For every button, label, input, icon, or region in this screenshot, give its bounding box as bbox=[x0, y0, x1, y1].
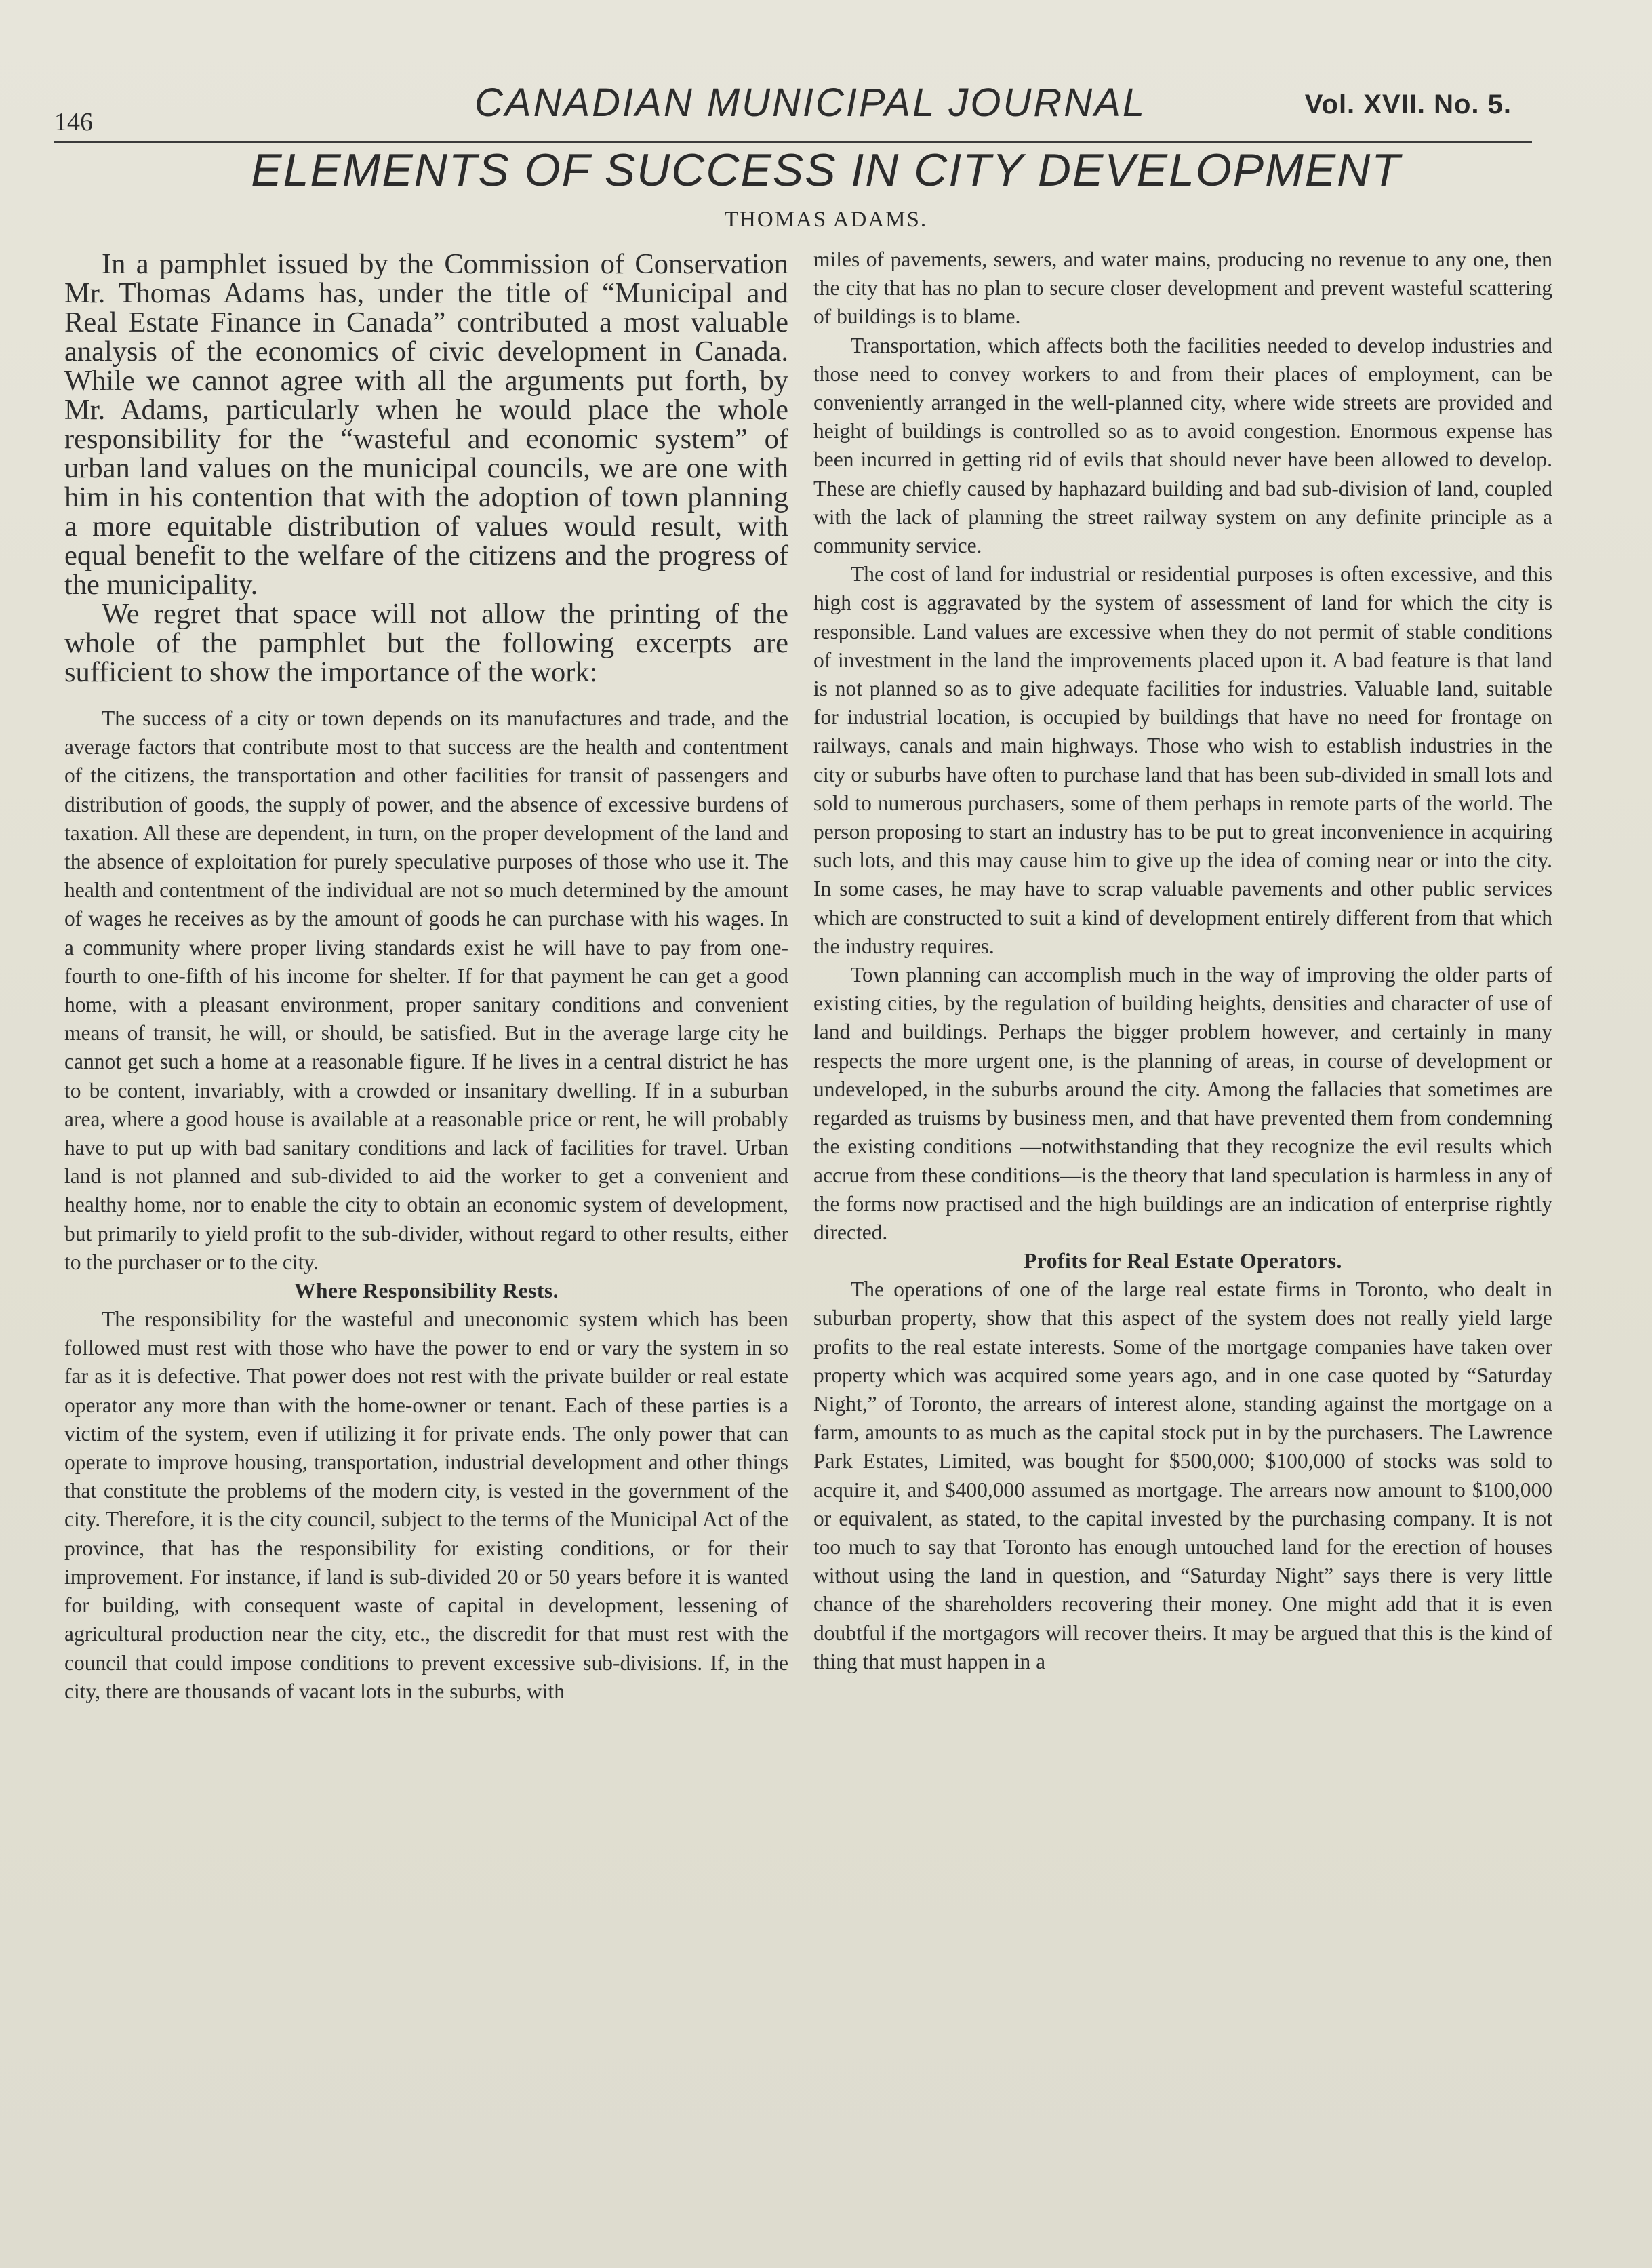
body-paragraph-continued: miles of pavements, sewers, and water mains, producing no revenue to any one, then the city that has no plan to secure closer development and prevent wasteful scattering of buildings is to blame. bbox=[813, 247, 1552, 329]
excerpt-body bbox=[64, 704, 788, 1706]
intro-paragraph: In a pamphlet issued by the Commission of Conservation Mr. Thomas Adams has, under the title of “Municipal and Real Estate Finance in Canada” contributed a most valuable analysis of the economics of civic development in Canada. While we cannot agree with all the arguments put forth, by Mr. Adams, particularly when he would place the whole responsibility for the “wasteful and economic system” of urban land values on the municipal councils, we are one with him in his contention that with the adoption of town planning a more equitable distribution of values would result, with equal benefit to the welfare of the citizens and the progress of the municipality. bbox=[64, 248, 788, 601]
journal-title: CANADIAN MUNICIPAL JOURNAL bbox=[475, 81, 1147, 125]
article-title: ELEMENTS OF SUCCESS IN CITY DEVELOPMENT bbox=[251, 144, 1401, 196]
excerpt-body-continued bbox=[813, 245, 1552, 1676]
body-paragraph: The cost of land for industrial or residential purposes is often excessive, and this high cost is aggravated by the system of assessment of land for which the city is responsible. Land values are excessive when they do not permit of stable conditions of investment in the land the improvements placed upon it. A bad feature is that land is not planned so as to give adequate facilities for industries. Valuable land, suitable for industrial location, is occupied by buildings that have no need for frontage on railways, canals and main highways. Those who wish to establish industries in the city or suburbs have often to purchase land that has been sub-divided in small lots and sold to numerous purchasers, some of them perhaps in remote parts of the world. The person proposing to start an industry has to be put to great inconvenience in acquiring such lots, and this may cause him to give up the idea of coming near or into the city. In some cases, he may have to scrap valuable pavements and other public services which are constructed to suit a kind of development entirely different from that which the industry requires. bbox=[813, 562, 1552, 958]
body-paragraph: The operations of one of the large real estate firms in Toronto, who dealt in suburban property, show that this aspect of the system does not really yield large profits to the real estate interests. Some of the mortgage companies have taken over property which was acquired some years ago, and in one case quoted by “Saturday Night,” of Toronto, the arrears of interest alone, standing against the mortgage on a farm, amounts to as much as the capital stock put in by the purchasers. The Lawrence Park Estates, Limited, was bought for $500,000; $100,000 of stocks was sold to acquire it, and $400,000 assumed as mortgage. The arrears now amount to $100,000 or equivalent, as stated, to the capital invested by the purchasing company. It is not too much to say that Toronto has enough untouched land for the erection of houses without using the land in question, and “Saturday Night” says there is very little chance of the shareholders recovering their money. One might add that it is even doubtful if the mortgagors will recover theirs. It may be argued that this is the kind of thing that must happen in a bbox=[813, 1277, 1552, 1673]
body-paragraph: Town planning can accomplish much in the way of improving the older parts of existing cities, by the regulation of building heights, densities and character of use of land and buildings. Perhaps the bigger problem however, and certainly in many respects the more urgent one, is the planning of areas, in course of development or undeveloped, in the suburbs around the city. Among the fallacies that sometimes are regarded as truisms by business men, and that have prevented them from condemning the existing conditions —notwithstanding that they recognize the evil results which accrue from these conditions—is the theory that land speculation is harmless in any of the forms now practised and the high buildings are an indication of enterprise rightly directed. bbox=[813, 963, 1552, 1244]
intro-paragraph: We regret that space will not allow the printing of the whole of the pamphlet but the following excerpts are sufficient to show the importance of the work: bbox=[64, 598, 788, 688]
editorial-intro bbox=[64, 250, 788, 687]
running-header bbox=[54, 76, 1532, 143]
left-column bbox=[64, 250, 788, 1706]
body-paragraph: The success of a city or town depends on its manufactures and trade, and the average factors that contribute most to that success are the health and contentment of the citizens, the transportation and other facilities for transit of passengers and distribution of goods, the supply of power, and the absence of excessive burdens of taxation. All these are dependent, in turn, on the proper development of the land and the absence of exploitation for purely speculative purposes of those who use it. The health and contentment of the individual are not so much determined by the amount of wages he receives as by the amount of goods he can purchase with his wages. In a community where proper living standards exist he will have to pay from one-fourth to one-fifth of his income for shelter. If for that payment he can get a good home, with a pleasant environment, proper sanitary conditions and convenient means of transit, he will, or should, be satisfied. But in the average large city he cannot get such a home at a reasonable figure. If he lives in a central district he has to be content, invariably, with a crowded or insanitary dwelling. If in a suburban area, where a good house is available at a reasonable price or rent, he will probably have to put up with bad sanitary conditions and lack of facilities for travel. Urban land is not planned and sub-divided to aid the worker to get a convenient and healthy home, nor to enable the city to obtain an economic system of development, but primarily to yield profit to the sub-divider, without regard to other results, either to the purchaser or to the city. bbox=[64, 707, 788, 1274]
body-paragraph: The responsibility for the wasteful and uneconomic system which has been followed must rest with those who have the power to end or vary the system in so far as it is defective. That power does not rest with the private builder or real estate operator any more than with the home-owner or tenant. Each of these parties is a victim of the system, even if utilizing it for private ends. The only power that can operate to improve housing, transportation, industrial development and other things that constitute the problems of the modern city, is vested in the government of the city. Therefore, it is the city council, subject to the terms of the Municipal Act of the province, that has the responsibility for existing conditions, or for their improvement. For instance, if land is sub-divided 20 or 50 years before it is wanted for building, with consequent waste of capital in development, lessening of agricultural production near the city, etc., the discredit for that must rest with the council that could impose conditions to prevent excessive sub-divisions. If, in the city, there are thousands of vacant lots in the suburbs, with bbox=[64, 1307, 788, 1703]
page-number: 146 bbox=[54, 108, 93, 136]
body-paragraph: Transportation, which affects both the facilities needed to develop industries and those need to convey workers to and from their places of employment, can be conveniently arranged in the well-planned city, where wide streets are provided and height of buildings is controlled so as to avoid congestion. Enormous expense has been incurred in getting rid of evils that should never have been allowed to develop. These are chiefly caused by haphazard building and bad sub-division of land, coupled with the lack of planning the street railway system on any definite principle as a community service. bbox=[813, 333, 1552, 558]
subhead-profits: Profits for Real Estate Operators. bbox=[1024, 1249, 1342, 1273]
volume-label: Vol. XVII. No. 5. bbox=[1304, 89, 1512, 119]
article-author: THOMAS ADAMS. bbox=[724, 207, 928, 232]
subhead-responsibility: Where Responsibility Rests. bbox=[294, 1279, 559, 1303]
right-column bbox=[813, 245, 1552, 1676]
